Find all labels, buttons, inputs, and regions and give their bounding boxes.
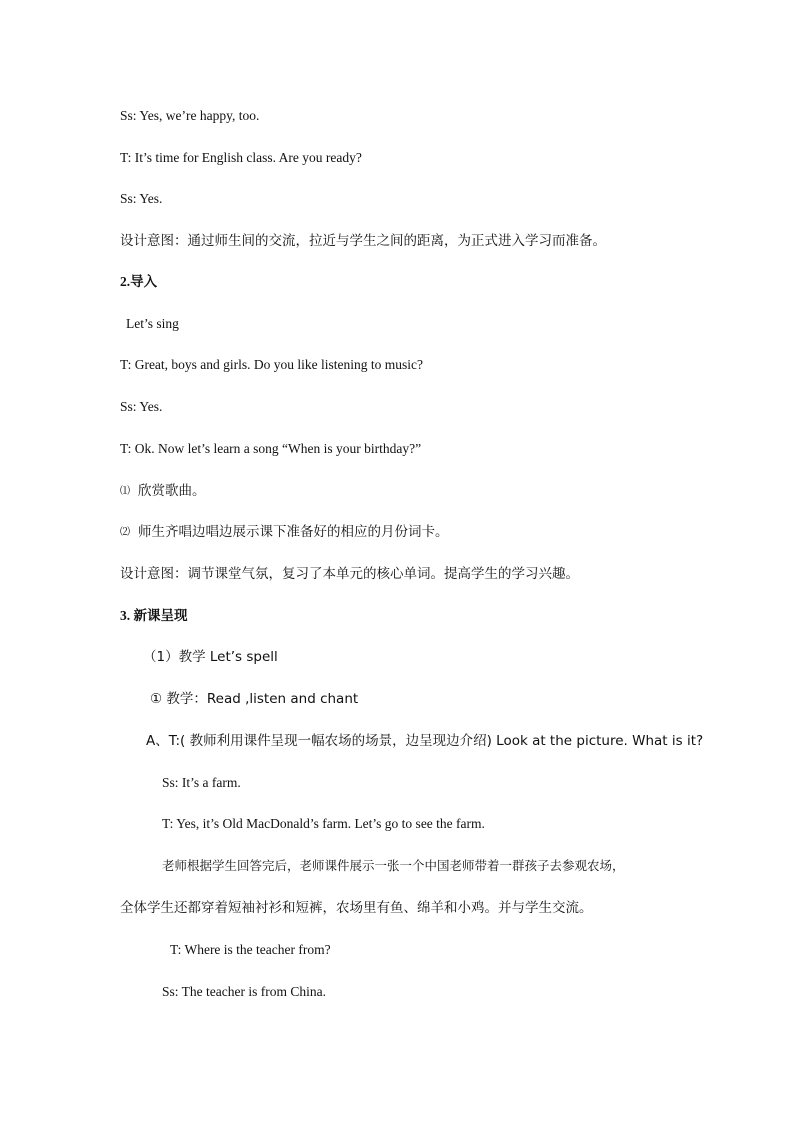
section-heading: 3. 新课呈现 <box>120 608 188 623</box>
teaching-step: ① 教学：Read ,listen and chant <box>150 691 359 707</box>
dialogue-line: Ss: Yes. <box>120 191 163 206</box>
dialogue-line: Ss: Yes. <box>120 399 163 414</box>
step-number: ⑴ <box>120 486 130 497</box>
numbered-step <box>120 482 206 501</box>
dialogue-line: T: Where is the teacher from? <box>170 942 331 957</box>
teaching-step: A、T:( 教师利用课件呈现一幅农场的场景，边呈现边介绍) Look at the picture. What is it? <box>146 733 704 749</box>
step-text: 师生齐唱边唱边展示课下准备好的相应的月份词卡。 <box>138 524 449 540</box>
paragraph-line: 全体学生还都穿着短袖衬衫和短裤，农场里有鱼、绵羊和小鸡。并与学生交流。 <box>120 900 593 916</box>
paragraph-line: 老师根据学生回答完后，老师课件展示一张一个中国老师带着一群孩子去参观农场， <box>162 858 625 873</box>
activity-title: Let’s sing <box>126 316 179 331</box>
dialogue-line: Ss: Yes, we’re happy, too. <box>120 108 260 123</box>
subsection-heading: （1）教学 Let’s spell <box>143 649 278 665</box>
numbered-step <box>120 523 449 542</box>
design-intent-line: 设计意图：调节课堂气氛，复习了本单元的核心单词。提高学生的学习兴趣。 <box>120 566 579 582</box>
design-intent-line: 设计意图：通过师生间的交流，拉近与学生之间的距离，为正式进入学习而准备。 <box>120 233 606 249</box>
dialogue-line: Ss: It’s a farm. <box>162 775 241 790</box>
dialogue-line: T: Ok. Now let’s learn a song “When is your birthday?” <box>120 441 422 456</box>
dialogue-line: T: It’s time for English class. Are you ready? <box>120 150 362 165</box>
section-heading: 2.导入 <box>120 274 158 289</box>
dialogue-line: T: Yes, it’s Old MacDonald’s farm. Let’s go to see the farm. <box>162 816 485 831</box>
dialogue-line: Ss: The teacher is from China. <box>162 984 326 999</box>
step-text: 欣赏歌曲。 <box>138 483 206 499</box>
dialogue-line: T: Great, boys and girls. Do you like listening to music? <box>120 357 424 372</box>
step-number: ⑵ <box>120 527 130 538</box>
